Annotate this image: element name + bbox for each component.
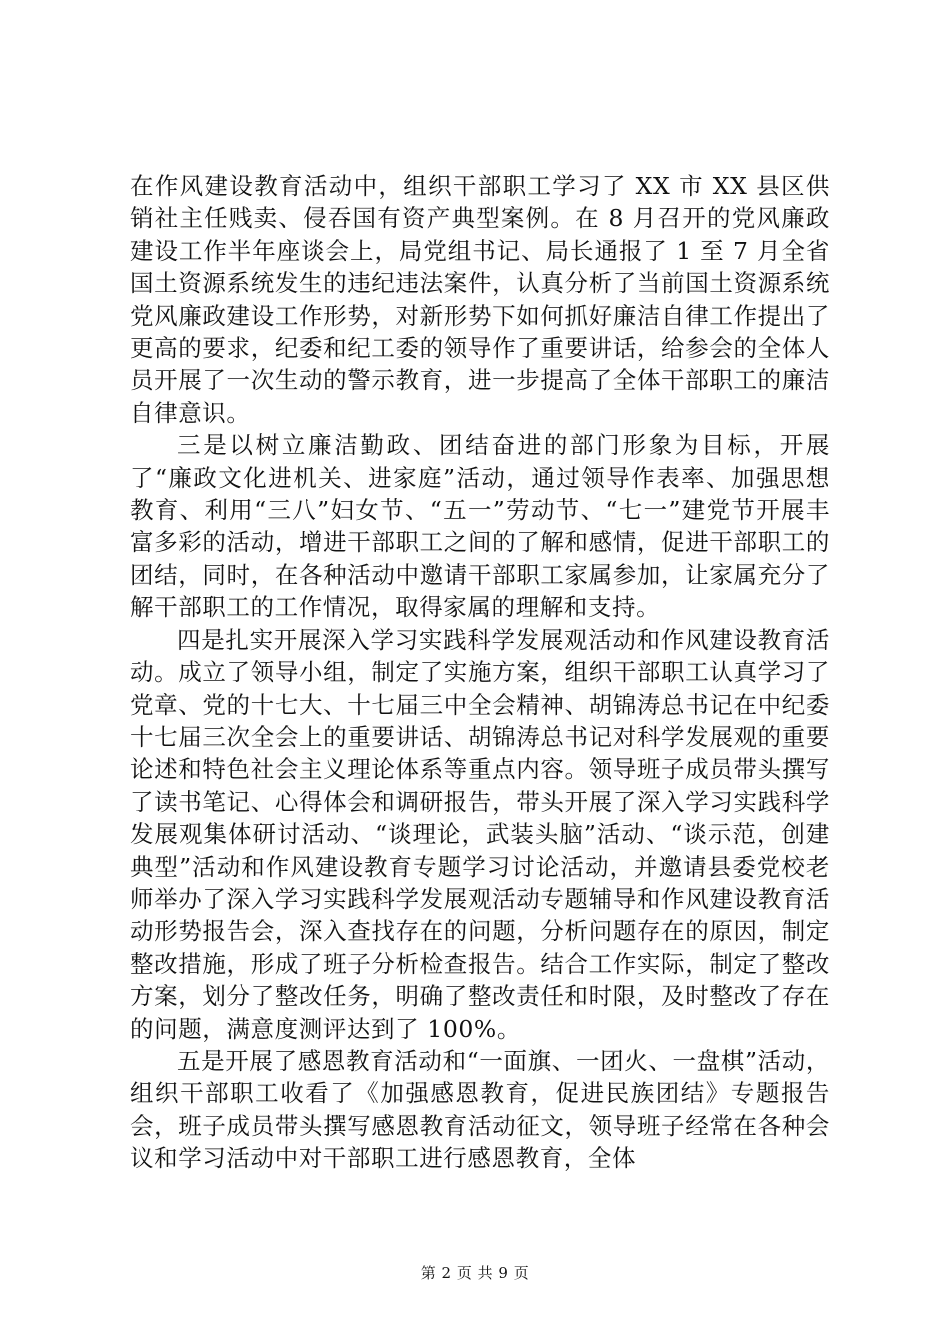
paragraph-continuation: 在作风建设教育活动中，组织干部职工学习了 XX 市 XX 县区供销社主任贱卖、侵吞国有资产典型案例。在 8 月召开的党风廉政建设工作半年座谈会上，局党组书记、局长通报了 1 至 7 月全省国土资源系统发生的违纪违法案件，认真分析了当前国土资源系统党风廉政建设工作形势，对新形势下如何抓好廉洁自律工作提出了更高的要求，纪委和纪工委的领导作了重要讲话，给参会的全体人员开展了一次生动的警示教育，进一步提高了全体干部职工的廉洁自律意识。 bbox=[130, 172, 830, 427]
paragraph-five: 五是开展了感恩教育活动和“一面旗、一团火、一盘棋”活动，组织干部职工收看了《加强感恩教育，促进民族团结》专题报告会，班子成员带头撰写感恩教育活动征文，领导班子经常在各种会议和学习活动中对干部职工进行感恩教育，全体 bbox=[130, 1046, 830, 1173]
paragraph-three: 三是以树立廉洁勤政、团结奋进的部门形象为目标，开展了“廉政文化进机关、进家庭”活动，通过领导作表率、加强思想教育、利用“三八”妇女节、“五一”劳动节、“七一”建党节开展丰富多彩的活动，增进干部职工之间的了解和感情，促进干部职工的团结，同时，在各种活动中邀请干部职工家属参加，让家属充分了解干部职工的工作情况，取得家属的理解和支持。 bbox=[130, 431, 830, 622]
page-number-footer: 第 2 页 共 9 页 bbox=[420, 1264, 530, 1282]
document-body bbox=[130, 170, 830, 1175]
paragraph-four: 四是扎实开展深入学习实践科学发展观活动和作风建设教育活动。成立了领导小组，制定了实施方案，组织干部职工认真学习了党章、党的十七大、十七届三中全会精神、胡锦涛总书记在中纪委十七届三次全会上的重要讲话、胡锦涛总书记对科学发展观的重要论述和特色社会主义理论体系等重点内容。领导班子成员带头撰写了读书笔记、心得体会和调研报告，带头开展了深入学习实践科学发展观集体研讨活动、“谈理论，武装头脑”活动、“谈示范，创建典型”活动和作风建设教育专题学习讨论活动，并邀请县委党校老师举办了深入学习实践科学发展观活动专题辅导和作风建设教育活动形势报告会，深入查找存在的问题，分析问题存在的原因，制定整改措施，形成了班子分析检查报告。结合工作实际，制定了整改方案，划分了整改任务，明确了整改责任和时限，及时整改了存在的问题，满意度测评达到了 100%。 bbox=[130, 625, 830, 1043]
